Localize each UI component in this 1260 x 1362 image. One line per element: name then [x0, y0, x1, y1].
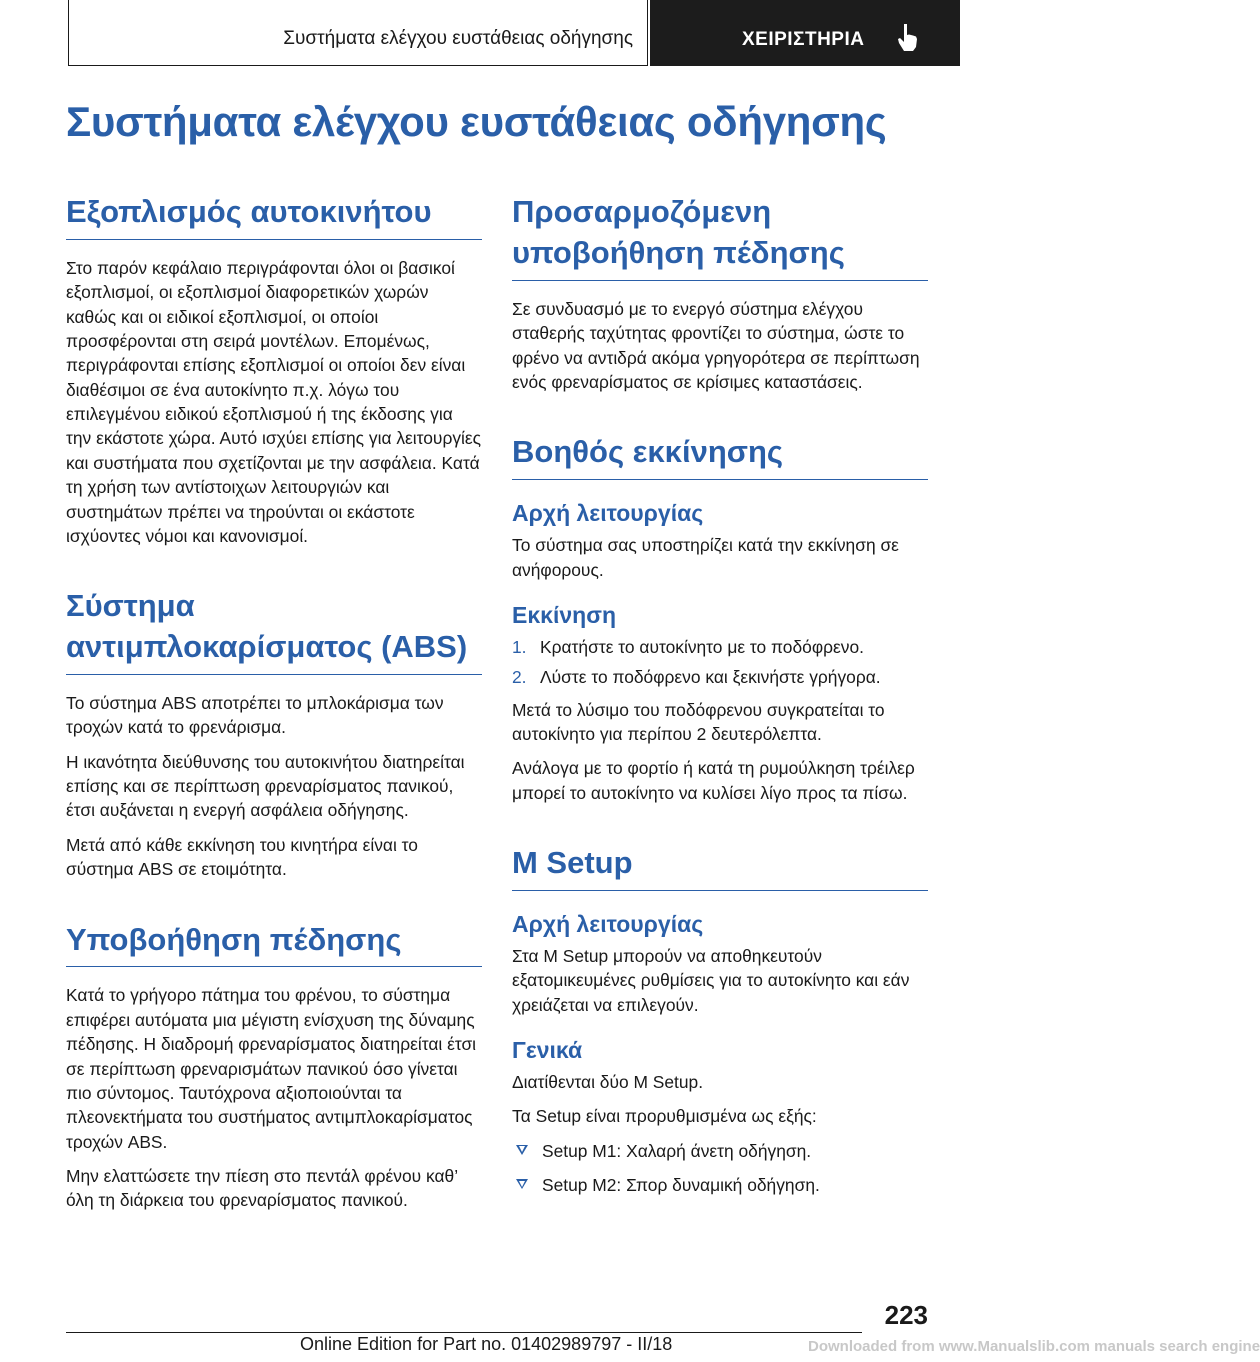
chapter-header-box	[68, 0, 648, 66]
bullet-text: Setup M1: Χαλαρή άνετη οδήγηση.	[542, 1140, 812, 1161]
chapter-title: Συστήματα ελέγχου ευστάθειας οδήγησης	[283, 28, 633, 49]
right-column	[512, 180, 928, 1223]
heading-adaptive-line2: υποβοήθηση πέδησης	[512, 234, 845, 270]
hand-pointer-icon	[895, 22, 921, 52]
paragraph: Τα Setup είναι προρυθμισμένα ως εξής:	[512, 1106, 817, 1127]
steps-list	[512, 635, 928, 690]
section-tab-label: ΧΕΙΡΙΣΤΗΡΙΑ	[742, 29, 865, 50]
step-number: 1.	[512, 636, 527, 657]
bullet-list	[512, 1139, 928, 1198]
heading-hill-start-assist: Βοηθός εκκίνησης	[512, 420, 928, 480]
paragraph: Στα M Setup μπορούν να αποθηκευτούν εξατομικευμένες ρυθμίσεις για το αυτοκίνητο και εάν χρειάζεται να επιλεγούν.	[512, 945, 910, 1015]
step-text: Κρατήστε το αυτοκίνητο με το ποδόφρενο.	[540, 636, 864, 657]
bullet-item	[512, 1139, 928, 1163]
paragraph: Η ικανότητα διεύθυνσης του αυτοκινήτου διατηρείται επίσης και σε περίπτωση φρεναρίσματος πανικού, έτσι αυξάνεται η ενεργή ασφάλεια οδήγησης.	[66, 751, 465, 821]
heading-vehicle-equipment: Εξοπλισμός αυτοκινήτου	[66, 180, 482, 240]
subheading-general: Γενικά	[512, 1037, 583, 1064]
triangle-bullet-icon	[516, 1179, 528, 1189]
step-item	[512, 635, 928, 659]
heading-abs	[66, 574, 482, 675]
heading-abs-line1: Σύστημα	[66, 588, 195, 624]
paragraph: Μην ελαττώσετε την πίεση στο πεντάλ φρένου καθ’ όλη τη διάρκεια του φρεναρίσματος πανικού.	[66, 1165, 458, 1211]
section-hill-start-assist	[512, 420, 928, 805]
bullet-item	[512, 1173, 928, 1197]
section-brake-assist	[66, 908, 482, 1213]
heading-adaptive-line1: Προσαρμοζόμενη	[512, 194, 772, 229]
paragraph: Το σύστημα ABS αποτρέπει το μπλοκάρισμα των τροχών κατά το φρενάρισμα.	[66, 693, 444, 738]
triangle-bullet-icon	[516, 1145, 528, 1155]
watermark: Downloaded from www.Manualslib.com manuals search engine	[808, 1338, 1260, 1355]
page-header	[0, 0, 960, 68]
section-vehicle-equipment	[66, 180, 482, 548]
heading-abs-line2: αντιμπλοκαρίσματος (ABS)	[66, 629, 468, 665]
paragraph: Στο παρόν κεφάλαιο περιγράφονται όλοι οι βασικοί εξοπλισμοί, οι εξοπλισμοί διαφορετικών χωρών καθώς και οι ειδικοί εξοπλισμοί, οι οποίοι προσφέρονται στη σειρά μοντέλων. Επομένως, περιγράφονται επίσης εξοπλισμοί οι οποίοι δεν είναι διαθέσιμοι σε ένα αυτοκίνητο π.χ. λόγω του επιλεγμένου ειδικού εξοπλισμού ή της έκδοσης για την εκάστοτε χώρα. Αυτό ισχύει επίσης για λειτουργίες και συστήματα που σχετίζονται με την ασφάλεια. Κατά τη χρήση των αντίστοιχων λειτουργιών και συστημάτων πρέπει να τηρούνται οι εκάστοτε ισχύοντες νόμοι και κανονισμοί.	[66, 257, 482, 546]
paragraph: Ανάλογα με το φορτίο ή κατά τη ρυμούλκηση τρέιλερ μπορεί το αυτοκίνητο να κυλίσει λίγο προς τα πίσω.	[512, 758, 915, 803]
left-column	[66, 180, 482, 1239]
paragraph: Μετά από κάθε εκκίνηση του κινητήρα είναι το σύστημα ABS σε ετοιμότητα.	[66, 834, 418, 880]
bullet-text: Setup M2: Σπορ δυναμική οδήγηση.	[542, 1175, 820, 1196]
section-m-setup	[512, 831, 928, 1197]
subheading-principle: Αρχή λειτουργίας	[512, 500, 704, 527]
paragraph: Μετά το λύσιμο του ποδόφρενου συγκρατείται το αυτοκίνητο για περίπου 2 δευτερόλεπτα.	[512, 699, 885, 744]
heading-adaptive-brake-assist	[512, 180, 928, 281]
footer-divider	[66, 1332, 862, 1333]
paragraph: Κατά το γρήγορο πάτημα του φρένου, το σύστημα επιφέρει αυτόματα μια μέγιστη ενίσχυση της δύναμης πέδησης. Η διαδρομή φρεναρίσματος διατηρείται έτσι σε περίπτωση φρεναρισμάτων πανικού όσο γίνεται πιο σύντομος. Ταυτόχρονα αξιοποιούνται τα πλεονεκτήματα του συστήματος αντιμπλοκαρίσματος τροχών ABS.	[66, 985, 477, 1152]
paragraph: Το σύστημα σας υποστηρίζει κατά την εκκίνηση σε ανήφορους.	[512, 535, 899, 580]
footer-edition: Online Edition for Part no. 01402989797 - II/18	[300, 1334, 673, 1354]
paragraph: Διατίθενται δύο M Setup.	[512, 1072, 704, 1093]
heading-m-setup: M Setup	[512, 831, 928, 891]
heading-brake-assist: Υποβοήθηση πέδησης	[66, 908, 482, 968]
subheading-starting: Εκκίνηση	[512, 601, 617, 628]
subheading-principle: Αρχή λειτουργίας	[512, 910, 704, 937]
section-tab[interactable]	[650, 0, 960, 66]
page-title: Συστήματα ελέγχου ευστάθειας οδήγησης	[66, 98, 887, 145]
step-number: 2.	[512, 667, 527, 688]
step-item	[512, 665, 928, 689]
section-adaptive-brake-assist	[512, 180, 928, 394]
page-number: 223	[884, 1300, 928, 1330]
step-text: Λύστε το ποδόφρενο και ξεκινήστε γρήγορα.	[540, 667, 881, 688]
section-abs	[66, 574, 482, 881]
paragraph: Σε συνδυασμό με το ενεργό σύστημα ελέγχου σταθερής ταχύτητας φροντίζει το σύστημα, ώστε το φρένο να αντιδρά ακόμα γρηγορότερα σε περίπτωση ενός φρεναρίσματος σε κρίσιμες καταστάσεις.	[512, 298, 920, 392]
